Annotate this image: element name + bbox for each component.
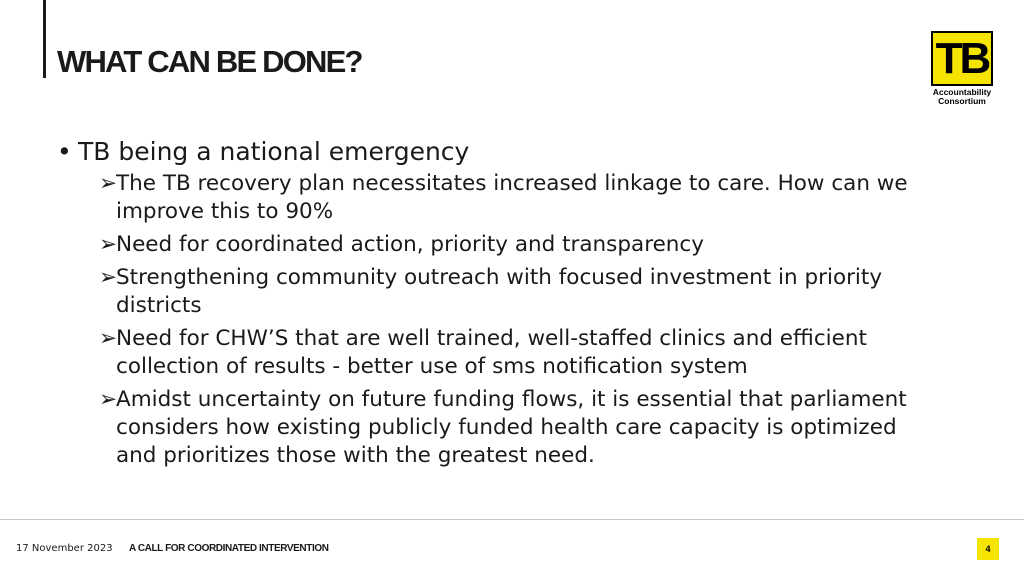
arrow-bullet-icon: ➢ [99,326,118,351]
sub-bullet-text: Need for coordinated action, priority and transparency [116,232,704,257]
tb-accountability-logo [929,31,995,106]
sub-bullet-text: Strengthening community outreach with focused investment in priority districts [116,265,883,318]
sub-bullet-text: Need for CHW’S that are well trained, well-staffed clinics and efficient collection of results - better use of sms notification system [116,326,867,379]
logo-caption-line2: Consortium [938,96,986,106]
sub-bullet [99,231,937,259]
logo-letters: TB [931,31,993,86]
logo-caption [929,88,995,106]
arrow-bullet-icon: ➢ [99,232,118,257]
sub-bullet [99,325,937,381]
main-bullet [57,136,937,168]
footer-date: 17 November 2023 [16,543,113,554]
slide-body [57,136,937,475]
sub-bullet-text: The TB recovery plan necessitates increased linkage to care. How can we improve this to 90% [116,171,908,224]
arrow-bullet-icon: ➢ [99,171,118,196]
main-bullet-text: TB being a national emergency [78,137,470,166]
logo-caption-line1: Accountability [932,87,992,97]
title-accent-rule [43,0,46,78]
arrow-bullet-icon: ➢ [99,265,118,290]
footer-title: A CALL FOR COORDINATED INTERVENTION [129,543,329,554]
page-number-badge: 4 [977,538,999,560]
footer-divider [0,519,1024,520]
slide-title: WHAT CAN BE DONE? [57,44,362,79]
sub-bullet-list [57,170,937,470]
sub-bullet-text: Amidst uncertainty on future funding flows, it is essential that parliament considers how existing publicly funded health care capacity is optimized and prioritizes those with the greatest need. [116,387,907,468]
bullet-marker: • [57,137,72,166]
sub-bullet [99,386,937,470]
arrow-bullet-icon: ➢ [99,387,118,412]
sub-bullet [99,170,937,226]
sub-bullet [99,264,937,320]
